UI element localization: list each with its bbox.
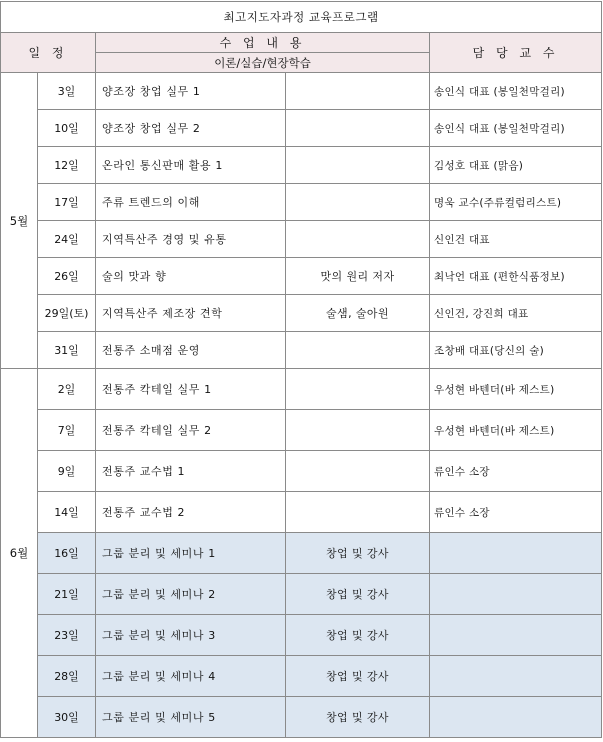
note-cell [286,332,430,369]
professor-cell: 김성호 대표 (맑음) [430,147,602,184]
day-cell: 21일 [38,574,96,615]
table-row [1,574,602,615]
day-cell: 23일 [38,615,96,656]
content-cell: 양조장 창업 실무 1 [96,73,286,110]
content-cell: 주류 트렌드의 이해 [96,184,286,221]
table-row [1,184,602,221]
table-row [1,73,602,110]
professor-cell: 송인식 대표 (봉일천막걸리) [430,110,602,147]
content-cell: 전통주 교수법 1 [96,451,286,492]
day-cell: 14일 [38,492,96,533]
content-cell: 전통주 칵테일 실무 1 [96,369,286,410]
day-cell: 26일 [38,258,96,295]
professor-cell: 류인수 소장 [430,492,602,533]
professor-cell: 우성현 바텐더(바 제스트) [430,369,602,410]
note-cell: 맛의 원리 저자 [286,258,430,295]
content-cell: 그룹 분리 및 세미나 3 [96,615,286,656]
content-header: 수 업 내 용 [96,33,430,53]
table-row [1,656,602,697]
professor-cell: 류인수 소장 [430,451,602,492]
table-title: 최고지도자과정 교육프로그램 [1,2,602,33]
content-cell: 지역특산주 경영 및 유통 [96,221,286,258]
professor-cell: 신인건 대표 [430,221,602,258]
note-cell: 창업 및 강사 [286,697,430,738]
table-row [1,451,602,492]
professor-cell: 조창배 대표(당신의 술) [430,332,602,369]
day-cell: 29일(토) [38,295,96,332]
table-row [1,533,602,574]
day-cell: 28일 [38,656,96,697]
table-row [1,369,602,410]
day-cell: 10일 [38,110,96,147]
note-cell: 술샘, 술아원 [286,295,430,332]
schedule-header: 일 정 [1,33,96,73]
day-cell: 17일 [38,184,96,221]
day-cell: 31일 [38,332,96,369]
content-cell: 그룹 분리 및 세미나 1 [96,533,286,574]
table-row [1,147,602,184]
table-row [1,110,602,147]
table-row [1,332,602,369]
content-cell: 전통주 소매점 운영 [96,332,286,369]
day-cell: 24일 [38,221,96,258]
table-row [1,221,602,258]
professor-cell [430,615,602,656]
day-cell: 16일 [38,533,96,574]
professor-cell [430,533,602,574]
professor-cell: 명욱 교수(주류컬럼리스트) [430,184,602,221]
table-row [1,697,602,738]
content-cell: 그룹 분리 및 세미나 4 [96,656,286,697]
day-cell: 30일 [38,697,96,738]
professor-header: 담 당 교 수 [430,33,602,73]
table-row [1,615,602,656]
professor-cell: 우성현 바텐더(바 제스트) [430,410,602,451]
note-cell: 창업 및 강사 [286,533,430,574]
note-cell [286,451,430,492]
table-row [1,492,602,533]
content-cell: 전통주 칵테일 실무 2 [96,410,286,451]
note-cell: 창업 및 강사 [286,615,430,656]
program-table [0,1,602,738]
professor-cell: 신인건, 강진희 대표 [430,295,602,332]
content-cell: 지역특산주 제조장 견학 [96,295,286,332]
day-cell: 9일 [38,451,96,492]
professor-cell [430,656,602,697]
note-cell [286,147,430,184]
note-cell: 창업 및 강사 [286,656,430,697]
content-cell: 양조장 창업 실무 2 [96,110,286,147]
professor-cell [430,574,602,615]
content-cell: 온라인 통신판매 활용 1 [96,147,286,184]
day-cell: 2일 [38,369,96,410]
content-subheader: 이론/실습/현장학습 [96,53,430,73]
month-cell: 5월 [1,73,38,369]
note-cell: 창업 및 강사 [286,574,430,615]
content-cell: 그룹 분리 및 세미나 2 [96,574,286,615]
note-cell [286,221,430,258]
table-row [1,258,602,295]
note-cell [286,110,430,147]
content-cell: 술의 맛과 향 [96,258,286,295]
note-cell [286,492,430,533]
professor-cell: 송인식 대표 (봉일천막걸리) [430,73,602,110]
content-cell: 전통주 교수법 2 [96,492,286,533]
day-cell: 7일 [38,410,96,451]
table-row [1,295,602,332]
professor-cell [430,697,602,738]
table-row [1,410,602,451]
note-cell [286,369,430,410]
content-cell: 그룹 분리 및 세미나 5 [96,697,286,738]
day-cell: 3일 [38,73,96,110]
month-cell: 6월 [1,369,38,738]
day-cell: 12일 [38,147,96,184]
note-cell [286,184,430,221]
note-cell [286,73,430,110]
professor-cell: 최낙언 대표 (편한식품정보) [430,258,602,295]
note-cell [286,410,430,451]
